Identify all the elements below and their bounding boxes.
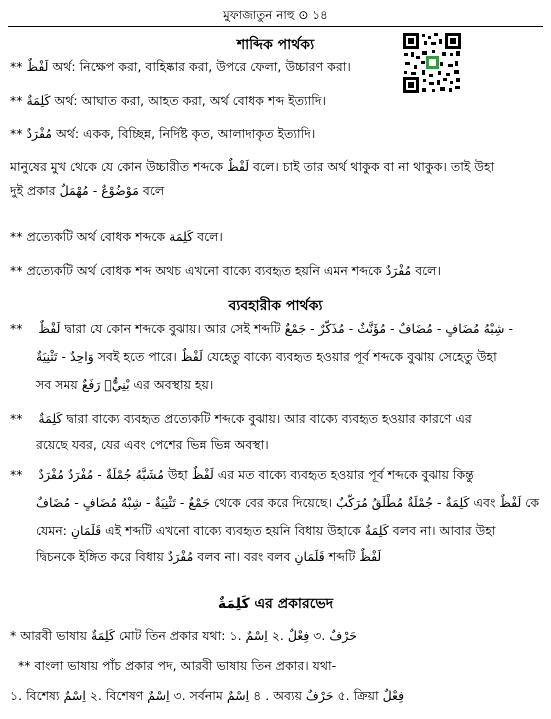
paragraph-line: ** كَلِمَةٌ দ্বারা বাক্যে ব্যবহৃত প্রত্যেকটি শব্দকে বুঝায়। আর বাক্যে ব্যবহৃত হওয়ার কারণে এর <box>10 411 472 426</box>
list-item: ** مُفْرَدٌ অর্থ: একক, বিচ্ছিন্ন, নির্দিষ্ট কৃত, আলাদাকৃত ইত্যাদি। <box>10 126 316 141</box>
list-item: ২. বিশেষণ اِسْمٌ <box>89 688 170 703</box>
header-text: মুফাজাতুন নাহু ⊙ ১৪ <box>223 8 328 22</box>
paragraph-line: দুই প্রকার مَوْضُوْعٌ - مُهْمَلٌ বলে <box>10 183 165 198</box>
paragraph-line: রয়েছে যবর, যের এবং পেশের ভিন্ন ভিন্ন অবস্থা। <box>36 437 269 452</box>
page-header <box>8 4 543 27</box>
section-title-prakarbhed: كَلِمَةٌ এর প্রকারভেদ <box>217 596 334 612</box>
paragraph-line: দ্বিচনকে ইঙ্গিত করে বিধায় مُفْرَدٌ বলব না। বরং বলব قَلَمَانِ শব্দটি لَفْظٌ <box>36 549 382 564</box>
paragraph-line: * আরবী ভাষায় كَلِمَةٌ মোট তিন প্রকার যথা: ১. اِسْمٌ ২. فِعْلٌ ৩. حَرْفٌ <box>10 628 357 643</box>
section-title-shabdik: শাব্দিক পার্থক্য <box>236 37 315 53</box>
section-title-byabaharik: ব্যবহারীক পার্থক্য <box>228 298 323 314</box>
list-item: ** لَفْظٌ অর্থ: নিক্ষেপ করা, বাহিষ্কার করা, উপরে ফেলা, উচ্চারণ করা। <box>10 59 351 74</box>
paragraph-line: সব সময় رَفَعٌ মَبْنِيٌّ এর অবস্থায় হয়। <box>36 377 214 392</box>
list-item: ৪ . অব্যয় حَرْفٌ <box>253 688 334 703</box>
paragraph-line: وَاحِدٌ - تَثْنِيَةٌ সবই হতে পারে। لَفْظٌ যেহেতু বাক্যে ব্যবহৃত হওয়ার পূর্ব শব্দকে বুঝায় সেহেতু উহা <box>36 349 497 364</box>
paragraph-line: ** বাংলা ভাষায় পাঁচ প্রকার পদ, আরবী ভাষায় তিন প্রকার। যথা- <box>18 658 337 673</box>
list-item: ১. বিশেষ্য اِسْمٌ <box>10 688 86 703</box>
paragraph-line: ** مُشَبَّهُ جُمْلَةٌ - مُفْرَدٌ مُفْرَدٌ উহা لَفْظٌ এর মত বাক্যে ব্যবহৃত হওয়ার পূর্ব শব্দকে বুঝায় কিন্তু <box>10 467 474 482</box>
paragraph-line: ** لَفْظٌ দ্বারা যে কোন শব্দকে বুঝায়। আর সেই শব্দটি شِبْهُ مُضَافٍ - مُضَافٌ - مُؤَنَّثٌ - مُذَكَّرٌ - جَمْعٌ - <box>10 321 514 336</box>
list-item: ** كَلِمَةٌ অর্থ: আঘাত করা, আহত করা, অর্থ বোধক শব্দ ইত্যাদি। <box>10 93 326 108</box>
list-item: ৫. ক্রিয়া فِعْلٌ <box>337 688 405 703</box>
paragraph-line: جَمْعٌ - تَثْنِيَةٌ - شِبْهُ مُضَافٍ - مُضَافٌ থেকে বের করে দিয়েছে। كَلِمَةٌ - جُمْلَةٌ مُطْلَقُ مُرَكَّبٌ এবং لَفْظٌ কে <box>36 495 540 510</box>
paragraph-line: মানুষের মুখ থেকে যে কোন উচ্চারীত শব্দকে لَفْظٌ বলে। চাই তার অর্থ থাকুক বা না থাকুক। তাই উহা <box>10 159 495 174</box>
paragraph-line: ** প্রত্যেকটি অর্থ বোধক শব্দকে كَلِمَة বলে। <box>10 229 223 244</box>
word-class-list <box>10 687 543 705</box>
paragraph-line: ** প্রত্যেকটি অর্থ বোধক শব্দ অথচ এখনো বাক্যে ব্যবহৃত হয়নি এমন শব্দকে مُفْرَدٌ বলে। <box>10 263 441 278</box>
paragraph-line: যেমন: قَلَمَانِ এই শব্দটি এখনো বাক্যে ব্যবহৃত হয়নি বিধায় উহাকে كَلِمَةٌ বলব না। আবার উহা <box>36 523 496 538</box>
list-item: ৩. সর্বনাম اِسْمٌ <box>173 688 250 703</box>
